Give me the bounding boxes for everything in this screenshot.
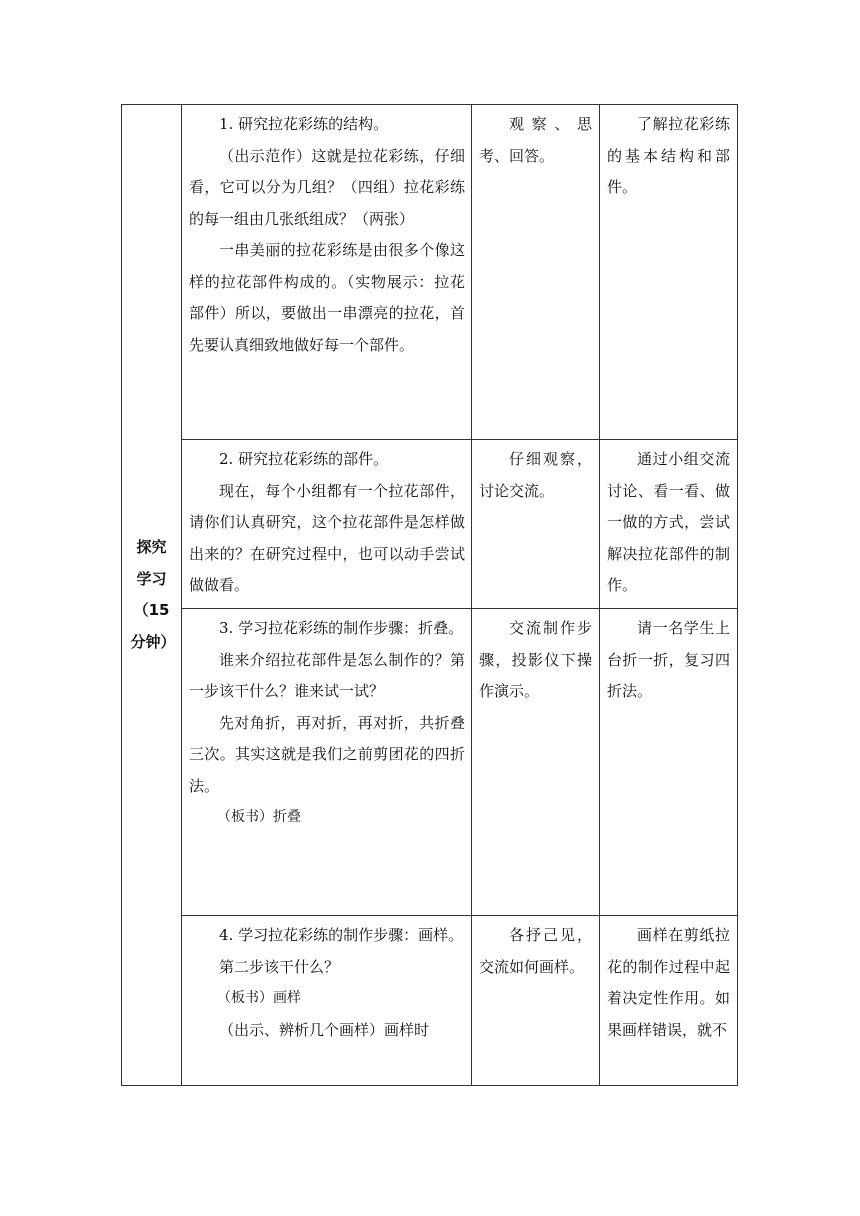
- student-activity-cell: [472, 105, 600, 440]
- stage-cell: [122, 105, 182, 1086]
- teacher-activity-cell: [182, 916, 472, 1086]
- board-note: （板书）画样: [217, 990, 301, 1006]
- table-row: [122, 440, 738, 609]
- teacher-paragraph: 一串美丽的拉花彩练是由很多个像这样的拉花部件构成的。（实物展示：拉花部件）所以，要做出一串漂亮的拉花，首先要认真细致地做好每一个部件。: [189, 241, 465, 354]
- student-activity-text: 仔细观察，讨论交流。: [479, 450, 592, 500]
- teacher-paragraph: （出示、辨析几个画样）画样时: [219, 1020, 430, 1039]
- teacher-paragraph: 谁来介绍拉花部件是怎么制作的？第一步该干什么？谁来试一试？: [189, 650, 465, 700]
- design-intent-text: 请一名学生上台折一折，复习四折法。: [607, 619, 730, 700]
- step-heading: 3. 学习拉花彩练的制作步骤：折叠。: [219, 619, 464, 637]
- student-activity-text: 观察、思考、回答。: [479, 115, 592, 165]
- board-note: （板书）折叠: [217, 809, 301, 825]
- student-activity-text: 各抒己见，交流如何画样。: [479, 926, 592, 976]
- design-intent-cell: [600, 105, 738, 440]
- design-intent-cell: [600, 440, 738, 609]
- lesson-plan-table: [121, 104, 738, 1086]
- step-heading: 2. 研究拉花彩练的部件。: [219, 450, 389, 468]
- step-heading: 4. 学习拉花彩练的制作步骤：画样。: [219, 926, 464, 944]
- design-intent-text: 了解拉花彩练的基本结构和部件。: [607, 115, 730, 196]
- teacher-paragraph: 先对角折，再对折，再对折，共折叠三次。其实这就是我们之前剪团花的四折法。: [189, 713, 465, 795]
- table-row: [122, 105, 738, 440]
- design-intent-cell: [600, 916, 738, 1086]
- design-intent-text: 画样在剪纸拉花的制作过程中起着决定性作用。如果画样错误，就不: [607, 926, 730, 1039]
- student-activity-text: 交流制作步骤，投影仪下操作演示。: [479, 619, 592, 700]
- stage-label: 探究学习（15分钟）: [130, 538, 176, 651]
- teacher-paragraph: （出示范作）这就是拉花彩练，仔细看，它可以分为几组？（四组）拉花彩练的每一组由几张纸组成？（两张）: [189, 146, 465, 228]
- student-activity-cell: [472, 440, 600, 609]
- design-intent-text: 通过小组交流讨论、看一看、做一做的方式，尝试解决拉花部件的制作。: [607, 450, 730, 594]
- teacher-paragraph: 第二步该干什么？: [219, 957, 340, 976]
- student-activity-cell: [472, 609, 600, 916]
- table-row: [122, 609, 738, 916]
- teacher-activity-cell: [182, 609, 472, 916]
- teacher-paragraph: 现在，每个小组都有一个拉花部件，请你们认真研究，这个拉花部件是怎样做出来的？在研究过程中，也可以动手尝试做做看。: [189, 481, 465, 594]
- table-row: [122, 916, 738, 1086]
- design-intent-cell: [600, 609, 738, 916]
- step-heading: 1. 研究拉花彩练的结构。: [219, 115, 389, 133]
- student-activity-cell: [472, 916, 600, 1086]
- teacher-activity-cell: [182, 440, 472, 609]
- teacher-activity-cell: [182, 105, 472, 440]
